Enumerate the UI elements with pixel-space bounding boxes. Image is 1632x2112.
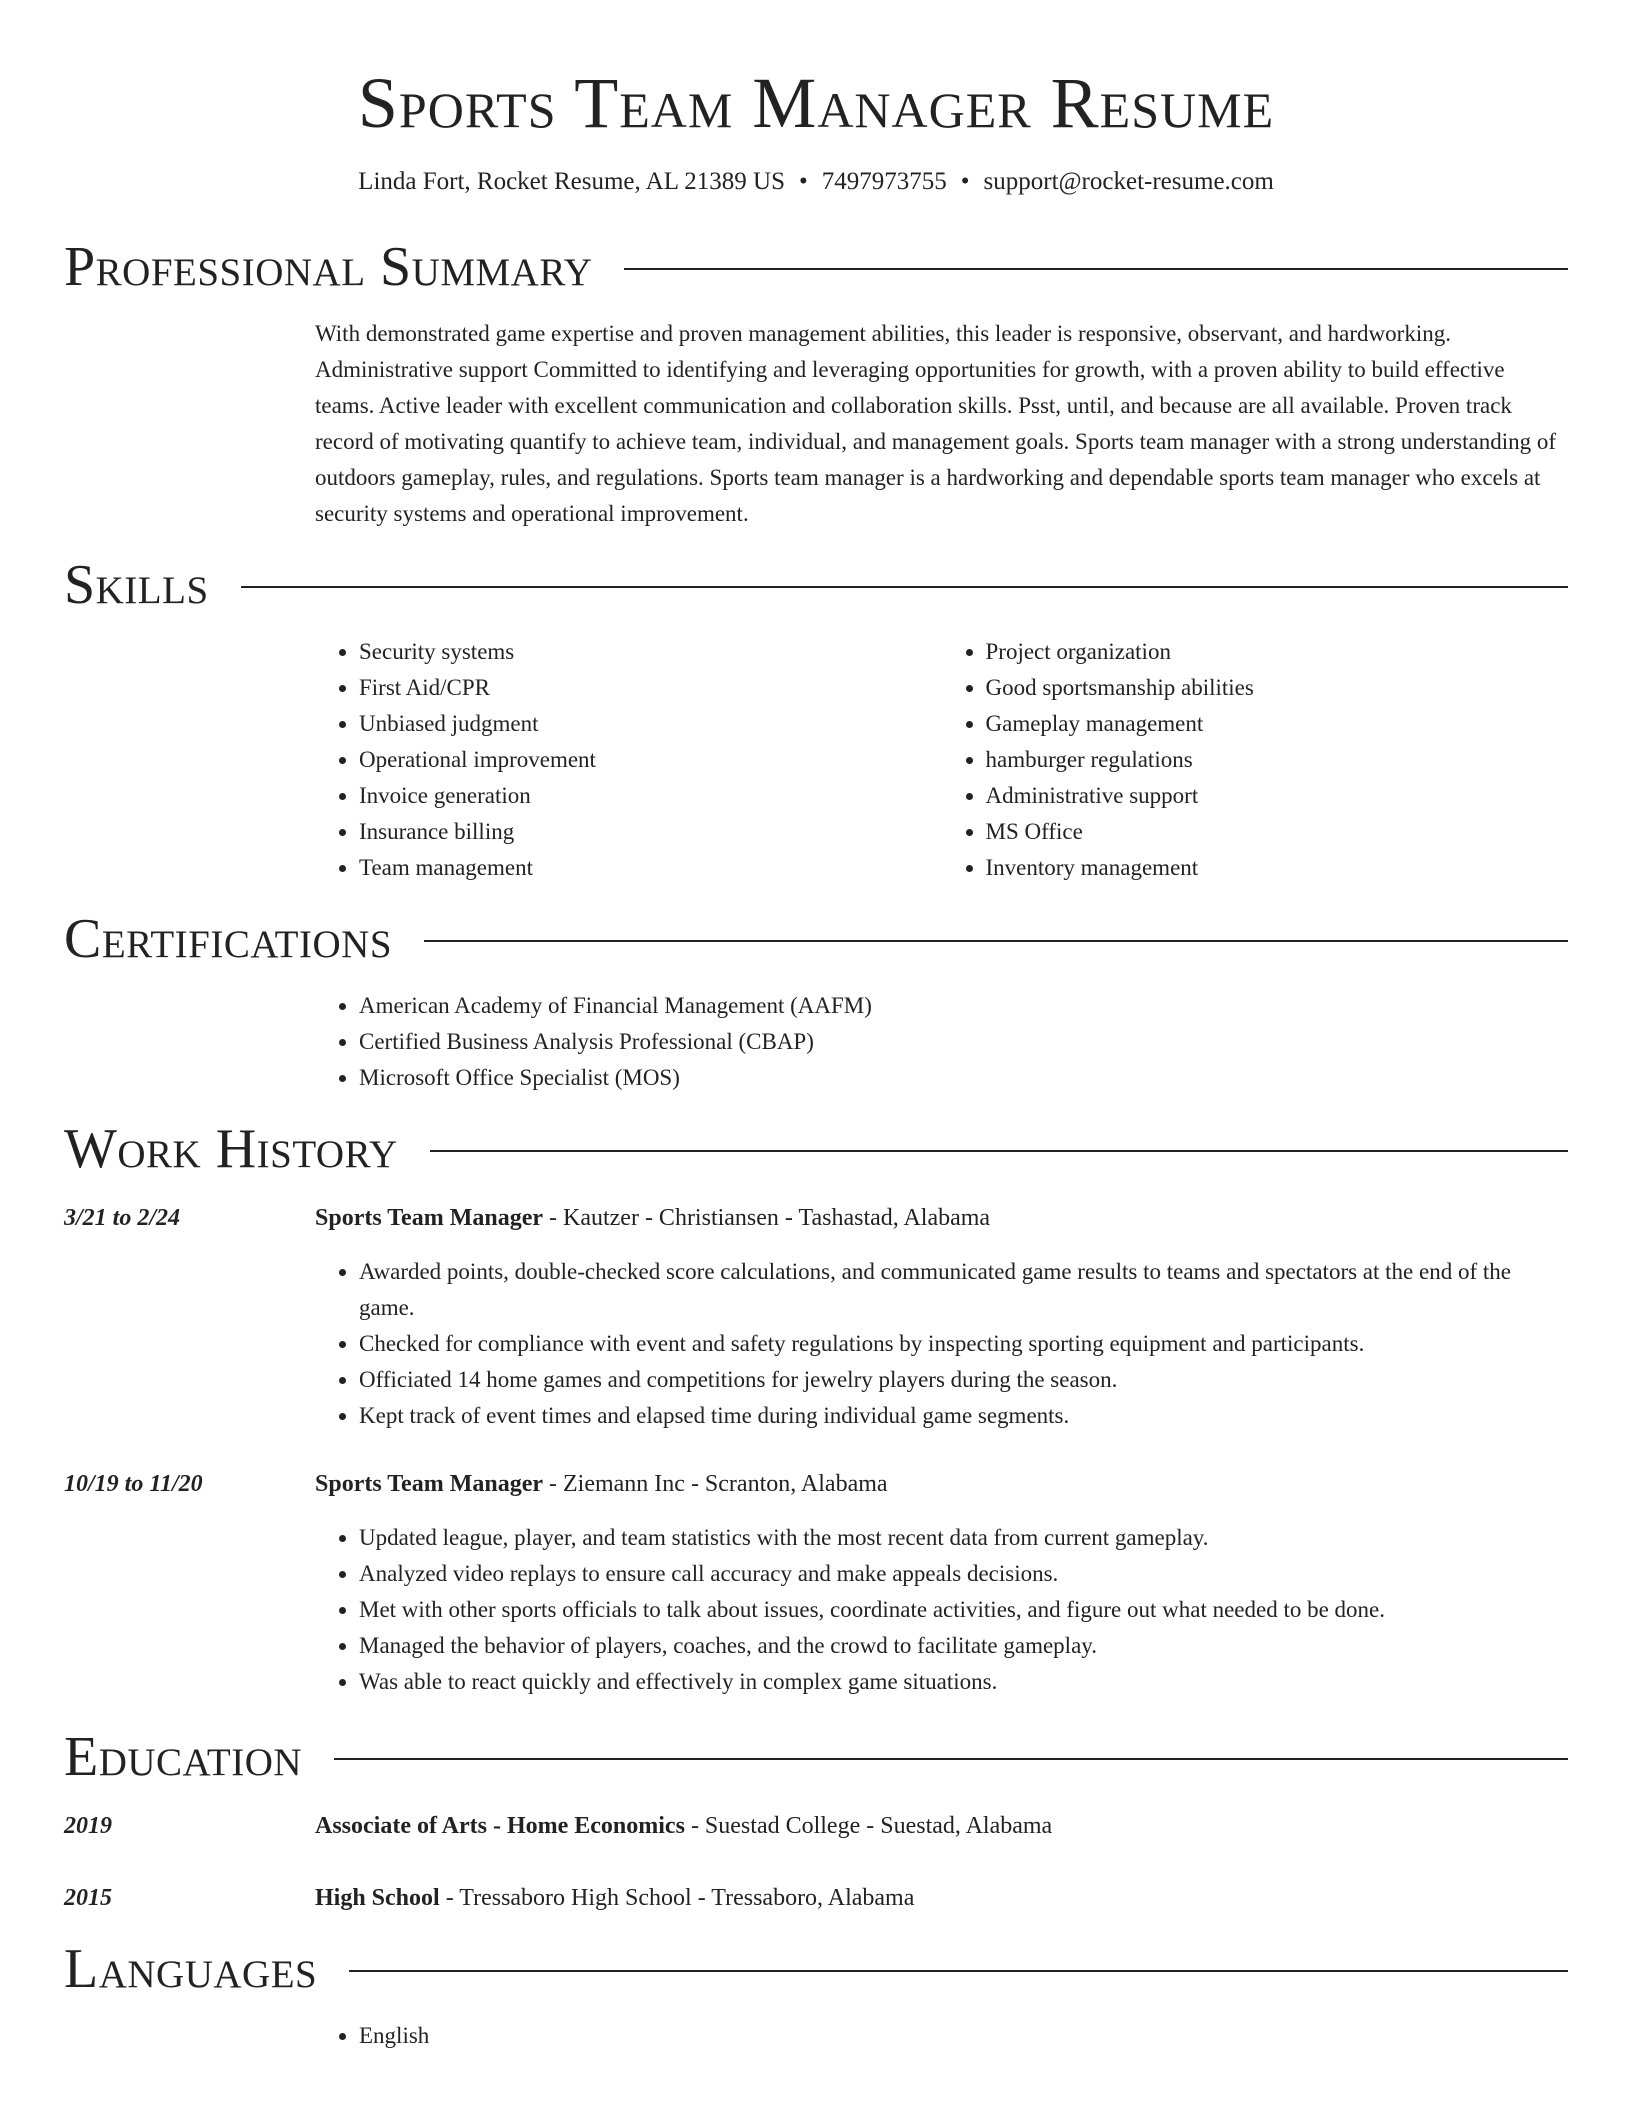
languages-list [315,2018,1568,2054]
section-divider [624,268,1568,270]
job-title: Sports Team Manager [315,1205,543,1231]
skill-item: • Inventory management [986,850,1569,886]
skills-heading: Skills [64,554,209,616]
contact-separator: • [799,168,808,195]
job-heading [315,1200,1568,1236]
job-dates: 10/19 to 11/20 [64,1471,203,1497]
certifications-section [64,904,1568,1096]
contact-email[interactable]: support@rocket-resume.com [983,168,1274,195]
job-bullet: • Kept track of event times and elapsed time during individual game segments. [359,1398,1568,1434]
certifications-heading: Certifications [64,908,393,970]
summary-body [315,316,1568,532]
section-header [64,904,1568,974]
section-header [64,232,1568,302]
certifications-body [315,988,1568,1096]
skill-item: • Administrative support [986,778,1569,814]
contact-separator: • [960,168,970,195]
section-divider [349,1970,1568,1972]
certification-item: • Certified Business Analysis Professional (CBAP) [359,1024,1568,1060]
education-section [64,1722,1568,1916]
skill-item: • Gameplay management [986,706,1569,742]
section-divider [334,1758,1568,1760]
skill-item: • Insurance billing [359,814,942,850]
education-degree: Associate of Arts - Home Economics [315,1813,685,1839]
page-title: Sports Team Manager Resume [357,63,1275,143]
summary-text: With demonstrated game expertise and proven management abilities, this leader is responsive, observant, and hardworking. Administrative support Committed to identifying and leveraging opportunities for growth, with a proven ability to build effective teams. Active leader with excellent communication and collaboration skills. Psst, until, and because are all available. Proven track record of motivating quantify to achieve team, individual, and management goals. Sports team manager with a strong understanding of outdoors gameplay, rules, and regulations. Sports team manager is a hardworking and dependable sports team manager who excels at security systems and operational improvement. [315,321,1557,526]
job-bullets [315,1520,1568,1700]
skill-item: • hamburger regulations [986,742,1569,778]
job-title: Sports Team Manager [315,1471,543,1497]
skills-list-right [942,634,1569,886]
languages-body [315,2018,1568,2054]
certification-item: • American Academy of Financial Management (AAFM) [359,988,1568,1024]
education-school: - Suestad College - Suestad, Alabama [684,1813,1053,1839]
education-school: - Tressaboro High School - Tressaboro, Alabama [439,1885,915,1911]
section-header [64,1114,1568,1184]
skill-item: • Good sportsmanship abilities [986,670,1569,706]
education-year: 2015 [64,1885,112,1911]
section-header [64,1722,1568,1792]
education-detail [315,1880,1568,1916]
contact-phone: 7497973755 [821,168,947,195]
skill-item: • Security systems [359,634,942,670]
job-bullet: • Managed the behavior of players, coaches, and the crowd to facilitate gameplay. [359,1628,1568,1664]
skill-item: • Team management [359,850,942,886]
job-heading [315,1466,1568,1502]
education-year: 2019 [64,1813,112,1839]
summary-section [64,232,1568,532]
section-divider [424,940,1568,942]
skills-list-left [315,634,942,886]
job-company: - Kautzer - Christiansen - Tashastad, Alabama [543,1205,991,1231]
section-divider [430,1150,1568,1152]
education-degree: High School [315,1885,440,1911]
certification-item: • Microsoft Office Specialist (MOS) [359,1060,1568,1096]
languages-section [64,1934,1568,2054]
job-company: - Ziemann Inc - Scranton, Alabama [543,1471,888,1497]
section-header [64,1934,1568,2004]
job-bullet: • Analyzed video replays to ensure call accuracy and make appeals decisions. [359,1556,1568,1592]
job-dates: 3/21 to 2/24 [64,1205,181,1231]
job-detail [315,1200,1568,1434]
work-section [64,1114,1568,1700]
job-bullet: • Met with other sports officials to talk about issues, coordinate activities, and figure out what needed to be done. [359,1592,1568,1628]
job-bullets [315,1254,1568,1434]
job-bullet: • Updated league, player, and team statistics with the most recent data from current gameplay. [359,1520,1568,1556]
job-bullet: • Was able to react quickly and effectively in complex game situations. [359,1664,1568,1700]
job-bullet: • Checked for compliance with event and safety regulations by inspecting sporting equipment and participants. [359,1326,1568,1362]
job-bullet: • Awarded points, double-checked score calculations, and communicated game results to teams and spectators at the end of the game. [359,1254,1568,1326]
job-bullet: • Officiated 14 home games and competitions for jewelry players during the season. [359,1362,1568,1398]
skill-item: • Unbiased judgment [359,706,942,742]
skills-section [64,550,1568,886]
skill-item: • First Aid/CPR [359,670,942,706]
section-header [64,550,1568,620]
contact-address: Linda Fort, Rocket Resume, AL 21389 US [358,168,785,195]
education-heading: Education [64,1726,303,1788]
job-detail [315,1466,1568,1700]
education-detail [315,1808,1568,1844]
skills-grid [315,634,1568,886]
languages-heading: Languages [64,1938,318,2000]
certifications-list [315,988,1568,1096]
skill-item: • Project organization [986,634,1569,670]
skill-item: • Invoice generation [359,778,942,814]
job-entry [64,1466,1568,1700]
education-entry [64,1880,1568,1916]
skill-item: • Operational improvement [359,742,942,778]
contact-line [64,166,1568,198]
summary-heading: Professional Summary [64,236,593,298]
skill-item: • MS Office [986,814,1569,850]
job-entry [64,1200,1568,1434]
section-divider [241,586,1568,588]
education-entry [64,1808,1568,1844]
language-item: • English [359,2018,1568,2054]
work-heading: Work History [64,1118,398,1180]
